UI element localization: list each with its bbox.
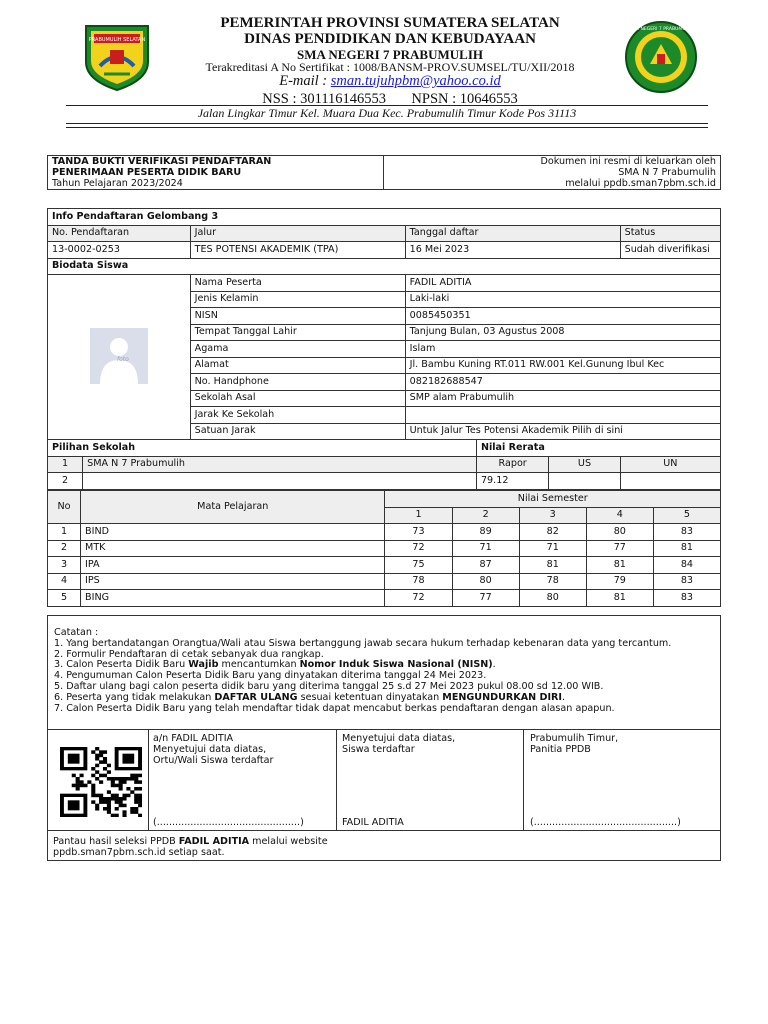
note-item: 7. Calon Peserta Didik Baru yang telah mendaftar tidak dapat mencabut berkas pendaftaran dengan alasan apapun. bbox=[54, 702, 615, 714]
row-score: 77 bbox=[452, 590, 519, 607]
row-score: 77 bbox=[586, 540, 653, 557]
label-distance: Jarak Ke Sekolah bbox=[190, 407, 405, 424]
average-rapor: 79.12 bbox=[476, 473, 548, 490]
col-track: Jalur bbox=[190, 225, 405, 242]
note-emphasis: MENGUNDURKAN DIRI bbox=[442, 691, 562, 703]
footer-note bbox=[53, 836, 328, 858]
row-subject: BIND bbox=[81, 524, 385, 541]
row-score: 78 bbox=[519, 573, 586, 590]
col-semester: 5 bbox=[653, 507, 720, 524]
photo-placeholder-icon bbox=[90, 328, 148, 384]
email-label: E-mail : bbox=[279, 73, 331, 89]
value-gender: Laki-laki bbox=[405, 291, 720, 308]
title-line2: PENERIMAAN PESERTA DIDIK BARU bbox=[48, 167, 384, 178]
average-col-rapor: Rapor bbox=[476, 456, 548, 473]
average-col-us: US bbox=[549, 456, 620, 473]
row-score: 72 bbox=[385, 540, 452, 557]
school-choice-no: 1 bbox=[48, 456, 83, 473]
note-text: 3. Calon Peserta Didik Baru bbox=[54, 659, 189, 671]
notes bbox=[54, 628, 671, 714]
provincial-logo bbox=[80, 18, 154, 92]
average-us bbox=[549, 473, 620, 490]
note-item: 2. Formulir Pendaftaran di cetak sebanyak dua rangkap. bbox=[54, 648, 324, 660]
row-score: 71 bbox=[519, 540, 586, 557]
col-subject: Mata Pelajaran bbox=[81, 491, 385, 524]
note-emphasis: Wajib bbox=[188, 659, 219, 671]
school-choice-name bbox=[83, 473, 477, 490]
footer-text: Pantau hasil seleksi PPDB bbox=[53, 836, 179, 847]
issuer-line2: SMA N 7 Prabumulih bbox=[384, 167, 721, 178]
row-score: 75 bbox=[385, 557, 452, 574]
value-distance-unit: Untuk Jalur Tes Potensi Akademik Pilih di sini bbox=[405, 423, 720, 440]
header-nss-npsn: NSS : 301116146553 NPSN : 10646553 bbox=[262, 91, 518, 107]
label-origin-school: Sekolah Asal bbox=[190, 390, 405, 407]
semester-grades-table bbox=[47, 490, 721, 607]
notes-title: Catatan : bbox=[54, 627, 99, 638]
signature-divider-bottom bbox=[48, 830, 720, 831]
header-address: Jalan Lingkar Timur Kel. Muara Dua Kec. Prabumulih Timur Kode Pos 31113 bbox=[197, 106, 577, 120]
value-religion: Islam bbox=[405, 341, 720, 358]
parent-signature-line: (...............................................) bbox=[153, 817, 304, 828]
signature-column-divider bbox=[148, 729, 149, 830]
committee-role-line: Panitia PPDB bbox=[530, 744, 591, 755]
table-row bbox=[48, 590, 721, 607]
notes-signature-box bbox=[47, 615, 721, 861]
student-photo-cell bbox=[48, 275, 191, 440]
school-logo bbox=[624, 20, 698, 94]
header-department: DINAS PENDIDIKAN DAN KEBUDAYAAN bbox=[244, 31, 536, 47]
row-score: 83 bbox=[653, 524, 720, 541]
title-block bbox=[47, 155, 721, 190]
biodata-section-title: Biodata Siswa bbox=[48, 258, 721, 275]
row-subject: IPA bbox=[81, 557, 385, 574]
value-name: FADIL ADITIA bbox=[405, 275, 720, 292]
row-subject: IPS bbox=[81, 573, 385, 590]
signature-column-divider bbox=[523, 729, 524, 830]
header-accreditation: Terakreditasi A No Sertifikat : 1008/BANSM-PROV.SUMSEL/TU/XII/2018 bbox=[205, 60, 575, 74]
parent-approval-line: Menyetujui data diatas, bbox=[153, 744, 267, 755]
col-semester-group: Nilai Semester bbox=[385, 491, 721, 508]
value-phone: 082182688547 bbox=[405, 374, 720, 391]
row-subject: BING bbox=[81, 590, 385, 607]
label-birth: Tempat Tanggal Lahir bbox=[190, 324, 405, 341]
col-semester: 1 bbox=[385, 507, 452, 524]
table-row bbox=[48, 557, 721, 574]
row-score: 72 bbox=[385, 590, 452, 607]
row-score: 81 bbox=[519, 557, 586, 574]
note-item: 4. Pengumuman Calon Peserta Didik Baru yang dinyatakan diterima tanggal 24 Mei 2023. bbox=[54, 670, 487, 682]
note-item: 5. Daftar ulang bagi calon peserta didik baru yang diterima tanggal 25 s.d 27 Mei 2023 pukul 08.00 sd 12.00 WIB. bbox=[54, 680, 604, 692]
committee-signature bbox=[530, 733, 681, 828]
row-score: 73 bbox=[385, 524, 452, 541]
row-score: 81 bbox=[586, 557, 653, 574]
header-government: PEMERINTAH PROVINSI SUMATERA SELATAN bbox=[220, 15, 560, 31]
row-score: 78 bbox=[385, 573, 452, 590]
title-line1: TANDA BUKTI VERIFIKASI PENDAFTARAN bbox=[48, 156, 384, 168]
row-score: 83 bbox=[653, 573, 720, 590]
row-score: 79 bbox=[586, 573, 653, 590]
header-divider-double bbox=[66, 127, 708, 128]
parent-name-line: a/n FADIL ADITIA bbox=[153, 733, 234, 744]
registration-track: TES POTENSI AKADEMIK (TPA) bbox=[190, 242, 405, 259]
value-nisn: 0085450351 bbox=[405, 308, 720, 325]
table-row bbox=[48, 573, 721, 590]
parent-signature bbox=[153, 733, 304, 828]
note-text: mencantumkan bbox=[218, 659, 300, 671]
label-nisn: NISN bbox=[190, 308, 405, 325]
col-semester: 4 bbox=[586, 507, 653, 524]
row-score: 71 bbox=[452, 540, 519, 557]
label-address: Alamat bbox=[190, 357, 405, 374]
average-title: Nilai Rerata bbox=[476, 440, 720, 457]
registration-date: 16 Mei 2023 bbox=[405, 242, 620, 259]
header-divider-bottom bbox=[66, 123, 708, 124]
value-address: Jl. Bambu Kuning RT.011 RW.001 Kel.Gunung Ibul Kec bbox=[405, 357, 720, 374]
row-score: 80 bbox=[452, 573, 519, 590]
parent-role-line: Ortu/Wali Siswa terdaftar bbox=[153, 755, 274, 766]
label-name: Nama Peserta bbox=[190, 275, 405, 292]
average-un bbox=[620, 473, 720, 490]
row-no: 3 bbox=[48, 557, 81, 574]
registration-table bbox=[47, 208, 721, 506]
logo-right-text: SMA NEGERI 7 PRABUMULIH bbox=[629, 27, 693, 32]
registration-section-title: Info Pendaftaran Gelombang 3 bbox=[48, 209, 721, 226]
row-subject: MTK bbox=[81, 540, 385, 557]
col-registration-date: Tanggal daftar bbox=[405, 225, 620, 242]
qr-code bbox=[60, 747, 142, 817]
label-gender: Jenis Kelamin bbox=[190, 291, 405, 308]
row-score: 81 bbox=[586, 590, 653, 607]
signature-column-divider bbox=[336, 729, 337, 830]
footer-text: melalui website bbox=[249, 836, 328, 847]
student-approval-line: Menyetujui data diatas, bbox=[342, 733, 456, 744]
row-score: 81 bbox=[653, 540, 720, 557]
note-emphasis: Nomor Induk Siswa Nasional (NISN) bbox=[299, 659, 493, 671]
value-birth: Tanjung Bulan, 03 Agustus 2008 bbox=[405, 324, 720, 341]
average-col-un: UN bbox=[620, 456, 720, 473]
photo-label: foto bbox=[116, 355, 129, 363]
header-school: SMA NEGERI 7 PRABUMULIH bbox=[297, 47, 483, 62]
committee-signature-line: (...............................................) bbox=[530, 817, 681, 828]
row-score: 80 bbox=[519, 590, 586, 607]
col-status: Status bbox=[620, 225, 720, 242]
row-no: 2 bbox=[48, 540, 81, 557]
issuer-line1: Dokumen ini resmi di keluarkan oleh bbox=[384, 156, 721, 168]
row-score: 84 bbox=[653, 557, 720, 574]
email-link[interactable]: sman.tujuhpbm@yahoo.co.id bbox=[330, 73, 501, 89]
note-emphasis: DAFTAR ULANG bbox=[214, 691, 298, 703]
footer-student-name: FADIL ADITIA bbox=[178, 836, 250, 847]
school-choice-name: SMA N 7 Prabumulih bbox=[83, 456, 477, 473]
student-role-line: Siswa terdaftar bbox=[342, 744, 415, 755]
footer-website: ppdb.sman7pbm.sch.id setiap saat. bbox=[53, 847, 225, 858]
col-semester: 3 bbox=[519, 507, 586, 524]
note-text: 6. Peserta yang tidak melakukan bbox=[54, 691, 215, 703]
row-score: 83 bbox=[653, 590, 720, 607]
school-choice-no: 2 bbox=[48, 473, 83, 490]
header-email bbox=[150, 74, 630, 89]
row-no: 1 bbox=[48, 524, 81, 541]
committee-place-line: Prabumulih Timur, bbox=[530, 733, 619, 744]
value-distance bbox=[405, 407, 720, 424]
academic-year: Tahun Pelajaran 2023/2024 bbox=[48, 178, 384, 190]
student-signature-name: FADIL ADITIA bbox=[342, 817, 404, 828]
label-religion: Agama bbox=[190, 341, 405, 358]
label-phone: No. Handphone bbox=[190, 374, 405, 391]
school-choice-title: Pilihan Sekolah bbox=[48, 440, 477, 457]
registration-status: Sudah diverifikasi bbox=[620, 242, 720, 259]
value-origin-school: SMP alam Prabumulih bbox=[405, 390, 720, 407]
table-row bbox=[48, 524, 721, 541]
table-row bbox=[48, 540, 721, 557]
issuer-line3: melalui ppdb.sman7pbm.sch.id bbox=[384, 178, 721, 190]
note-item bbox=[54, 693, 671, 704]
row-no: 4 bbox=[48, 573, 81, 590]
logo-left-text: PRABUMULIH SELATAN bbox=[88, 37, 146, 43]
label-distance-unit: Satuan Jarak bbox=[190, 423, 405, 440]
col-semester: 2 bbox=[452, 507, 519, 524]
row-score: 87 bbox=[452, 557, 519, 574]
row-score: 89 bbox=[452, 524, 519, 541]
col-registration-no: No. Pendaftaran bbox=[48, 225, 191, 242]
row-no: 5 bbox=[48, 590, 81, 607]
row-score: 80 bbox=[586, 524, 653, 541]
student-signature bbox=[342, 733, 456, 828]
col-no: No bbox=[48, 491, 81, 524]
row-score: 82 bbox=[519, 524, 586, 541]
registration-no: 13-0002-0253 bbox=[48, 242, 191, 259]
note-text: sesuai ketentuan dinyatakan bbox=[297, 691, 443, 703]
note-text: . bbox=[492, 659, 496, 671]
note-text: . bbox=[561, 691, 566, 703]
note-item: 1. Yang bertandatangan Orangtua/Wali atau Siswa bertanggung jawab secara hukum terhadap kebenaran data yang tercantum. bbox=[54, 637, 672, 649]
